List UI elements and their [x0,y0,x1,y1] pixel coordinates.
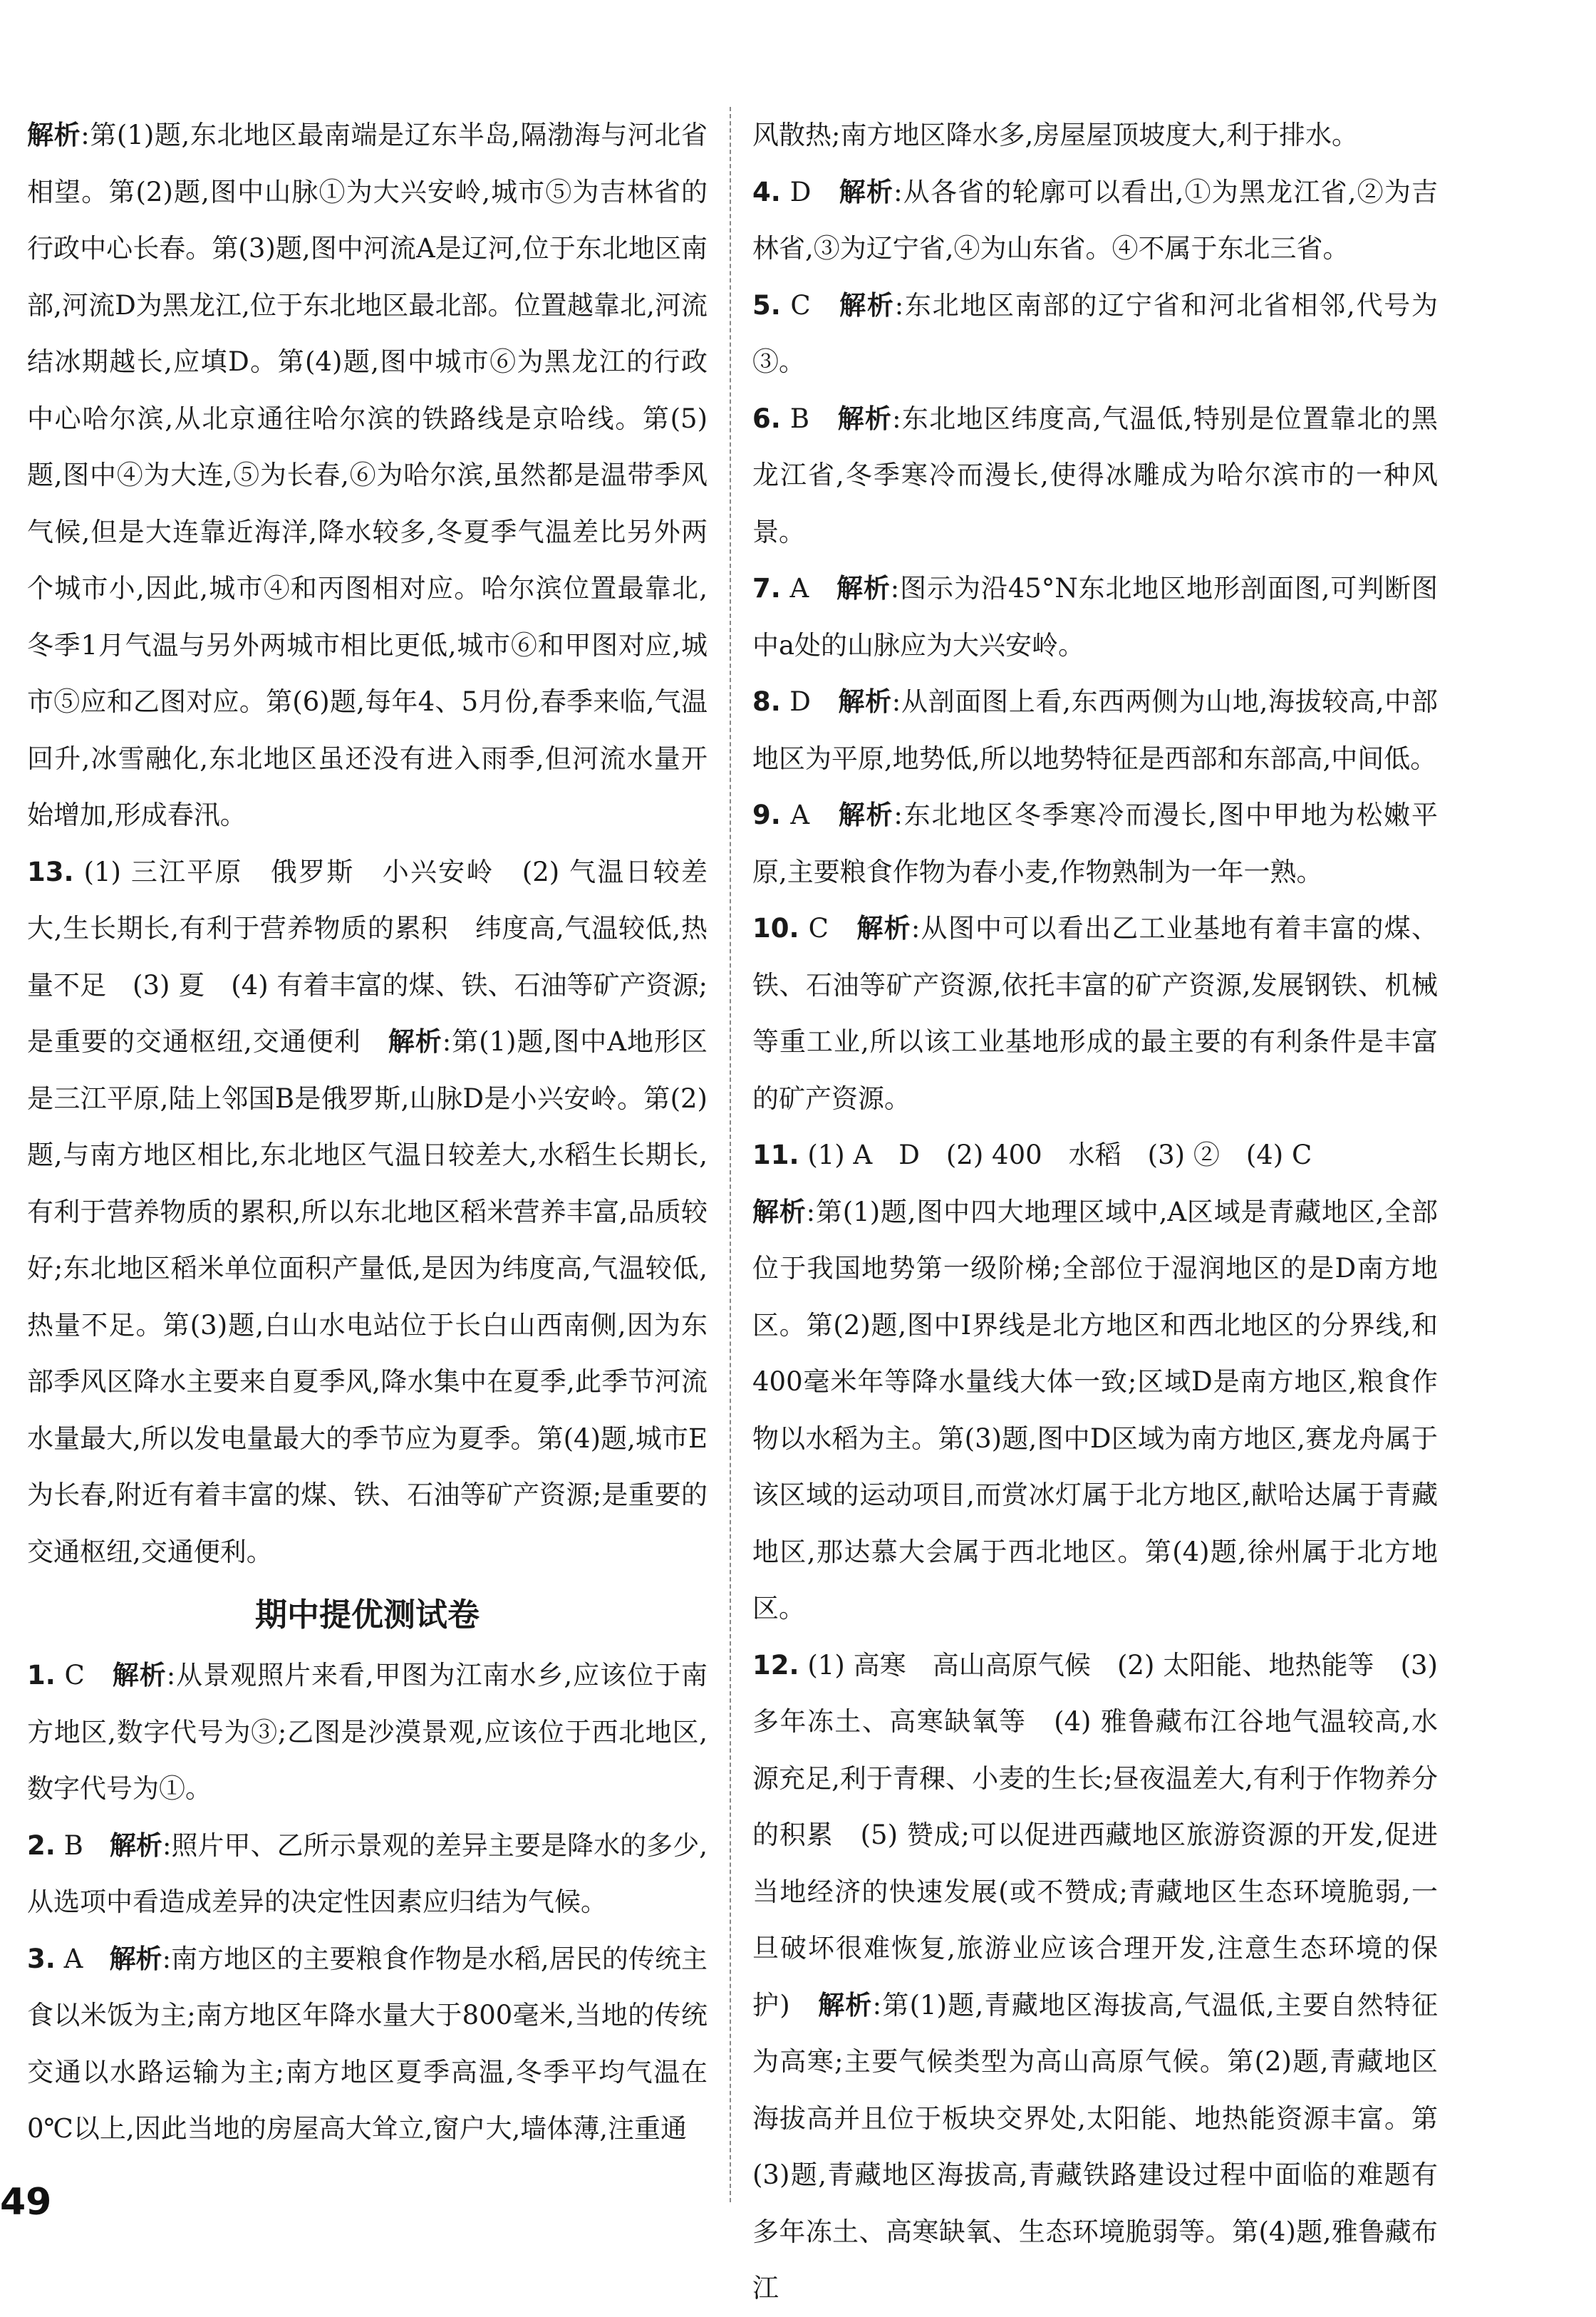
answer-paragraph [752,674,1438,787]
analysis-label: 解析 [856,913,911,944]
analysis-text: :从剖面图上看,东西两侧为山地,海拔较高,中部地区为平原,地势低,所以地势特征是西部和东部高,中间低。 [752,686,1439,774]
answer-text: B [63,1830,110,1861]
answer-paragraph [752,277,1438,391]
analysis-text: :照片甲、乙所示景观的差异主要是降水的多少,从选项中看造成差异的决定性因素应归结为气候。 [27,1830,708,1917]
analysis-label: 解析 [839,289,895,321]
answer-paragraph [27,844,708,1581]
right-column [752,107,1438,2317]
analysis-text: :从图中可以看出乙工业基地有着丰富的煤、铁、石油等矿产资源,依托丰富的矿产资源,发展钢铁、机械等重工业,所以该工业基地形成的最主要的有利条件是丰富的矿产资源。 [752,913,1439,1114]
question-number: 10. [752,913,799,944]
answer-paragraph [27,1817,708,1931]
answer-text: D [789,686,839,717]
analysis-label: 解析 [388,1026,442,1057]
answer-text: A [63,1943,110,1974]
answer-paragraph [752,787,1438,900]
answer-paragraph [752,1637,1438,2317]
answer-text: (1) 三江平原 俄罗斯 小兴安岭 (2) 气温日较差大,生长期长,有利于营养物质的累积 纬度高,气温较低,热量不足 (3) 夏 (4) 有着丰富的煤、铁、石油等矿产资源;是重要的交通枢纽,交通便利 [27,856,708,1057]
analysis-label: 解析 [838,686,892,717]
question-number: 1. [27,1660,56,1691]
answer-text: D [789,176,839,207]
answer-text: A [789,573,836,604]
question-number: 3. [27,1943,56,1974]
page-number: 49 [0,2181,52,2224]
answer-text: C [64,1660,113,1691]
analysis-text: :南方地区的主要粮食作物是水稻,居民的传统主食以米饭为主;南方地区年降水量大于800毫米,当地的传统交通以水路运输为主;南方地区夏季高温,冬季平均气温在0℃以上,因此当地的房屋高大耸立,窗户大,墙体薄,注重通 [27,1943,708,2144]
answer-paragraph [752,1127,1438,1184]
answer-text: (1) 高寒 高山高原气候 (2) 太阳能、地热能等 (3) 多年冻土、高寒缺氧等 (4) 雅鲁藏布江谷地气温较高,水源充足,利于青稞、小麦的生长;昼夜温差大,有利于作物养分的积累 (5) 赞成;可以促进西藏地区旅游资源的开发,促进当地经济的快速发展(或不赞成;青藏地区生态环境脆弱,一旦破坏很难恢复,旅游业应该合理开发,注意生态环境的保护) [752,1649,1438,2021]
question-number: 4. [752,176,781,207]
analysis-label: 解析 [27,120,81,150]
analysis-text: :东北地区南部的辽宁省和河北省相邻,代号为③。 [752,289,1439,377]
analysis-label: 解析 [109,1943,162,1974]
answer-text: (1) A D (2) 400 水稻 (3) ② (4) C [807,1140,1312,1170]
analysis-text: :从各省的轮廓可以看出,①为黑龙江省,②为吉林省,③为辽宁省,④为山东省。④不属于东北三省。 [752,176,1438,264]
section-title: 期中提优测试卷 [254,1596,480,1634]
answer-paragraph [27,1931,708,2157]
analysis-label: 解析 [112,1660,167,1691]
answer-paragraph [752,391,1438,561]
answer-paragraph [752,1184,1438,1637]
column-divider [730,107,731,2202]
answer-text: B [789,403,838,434]
analysis-text: :东北地区冬季寒冷而漫长,图中甲地为松嫩平原,主要粮食作物为春小麦,作物熟制为一年一熟。 [752,800,1438,887]
left-column [27,107,708,2157]
answer-paragraph [752,107,1438,164]
analysis-text: 风散热;南方地区降水多,房屋屋顶坡度大,利于排水。 [752,120,1358,150]
answer-paragraph [27,107,708,844]
analysis-text: :从景观照片来看,甲图为江南水乡,应该位于南方地区,数字代号为③;乙图是沙漠景观,应该位于西北地区,数字代号为①。 [27,1660,708,1804]
question-number: 12. [752,1649,799,1681]
answer-paragraph [752,560,1438,674]
question-number: 7. [752,573,781,604]
question-number: 13. [27,856,74,887]
analysis-label: 解析 [752,1196,807,1227]
question-number: 8. [752,686,781,717]
analysis-label: 解析 [837,403,893,434]
analysis-text: :东北地区纬度高,气温低,特别是位置靠北的黑龙江省,冬季寒冷而漫长,使得冰雕成为哈尔滨市的一种风景。 [752,403,1438,547]
analysis-label: 解析 [836,573,891,604]
answer-text: A [790,800,839,830]
analysis-text: :第(1)题,青藏地区海拔高,气温低,主要自然特征为高寒;主要气候类型为高山高原气候。第(2)题,青藏地区海拔高并且位于板块交界处,太阳能、地热能资源丰富。第(3)题,青藏地区海拔高,青藏铁路建设过程中面临的难题有多年冻土、高寒缺氧、生态环境脆弱等。第(4)题,雅鲁藏布江 [752,1989,1439,2303]
question-number: 5. [752,289,781,321]
analysis-label: 解析 [818,1989,873,2021]
question-number: 2. [27,1830,56,1861]
analysis-label: 解析 [839,176,894,207]
question-number: 6. [752,403,781,434]
analysis-text: :第(1)题,图中四大地理区域中,A区域是青藏地区,全部位于我国地势第一级阶梯;全部位于湿润地区的是D南方地区。第(2)题,图中Ⅰ界线是北方地区和西北地区的分界线,和400毫米年等降水量线大体一致;区域D是南方地区,粮食作物以水稻为主。第(3)题,图中D区域为南方地区,赛龙舟属于该区域的运动项目,而赏冰灯属于北方地区,献哈达属于青藏地区,那达慕大会属于西北地区。第(4)题,徐州属于北方地区。 [752,1196,1438,1624]
analysis-label: 解析 [109,1830,162,1861]
analysis-text: :第(1)题,图中A地形区是三江平原,陆上邻国B是俄罗斯,山脉D是小兴安岭。第(2)题,与南方地区相比,东北地区气温日较差大,水稻生长期长,有利于营养物质的累积,所以东北地区稻米营养丰富,品质较好;东北地区稻米单位面积产量低,是因为纬度高,气温较低,热量不足。第(3)题,白山水电站位于长白山西南侧,因为东部季风区降水主要来自夏季风,降水集中在夏季,此季节河流水量最大,所以发电量最大的季节应为夏季。第(4)题,城市E为长春,附近有着丰富的煤、铁、石油等矿产资源;是重要的交通枢纽,交通便利。 [27,1026,708,1567]
question-number: 9. [752,800,781,830]
answer-paragraph [27,1647,708,1817]
question-number: 11. [752,1140,799,1170]
analysis-text: :图示为沿45°N东北地区地形剖面图,可判断图中a处的山脉应为大兴安岭。 [752,573,1438,661]
analysis-label: 解析 [838,800,894,830]
analysis-text: :第(1)题,东北地区最南端是辽东半岛,隔渤海与河北省相望。第(2)题,图中山脉①为大兴安岭,城市⑤为吉林省的行政中心长春。第(3)题,图中河流A是辽河,位于东北地区南部,河流D为黑龙江,位于东北地区最北部。位置越靠北,河流结冰期越长,应填D。第(4)题,图中城市⑥为黑龙江的行政中心哈尔滨,从北京通往哈尔滨的铁路线是京哈线。第(5)题,图中④为大连,⑤为长春,⑥为哈尔滨,虽然都是温带季风气候,但是大连靠近海洋,降水较多,冬夏季气温差比另外两个城市小,因此,城市④和丙图相对应。哈尔滨位置最靠北,冬季1月气温与另外两城市相比更低,城市⑥和甲图对应,城市⑤应和乙图对应。第(6)题,每年4、5月份,春季来临,气温回升,冰雪融化,东北地区虽还没有进入雨季,但河流水量开始增加,形成春汛。 [27,120,708,830]
answer-text: C [790,289,840,321]
answer-paragraph [752,900,1438,1127]
answer-paragraph [752,164,1438,277]
answer-text: C [808,913,857,944]
